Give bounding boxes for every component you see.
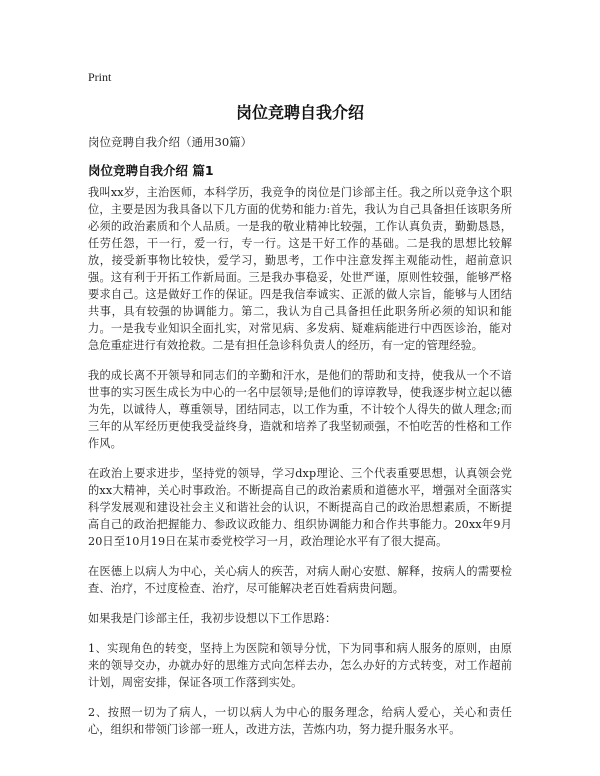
document-subtitle: 岗位竞聘自我介绍（通用30篇） — [88, 135, 253, 149]
paragraph-5: 如果我是门诊部主任，我初步设想以下工作思路： — [88, 612, 337, 625]
print-link[interactable]: Print — [88, 70, 112, 84]
paragraph-4: 在医德上以病人为中心，关心病人的疾苦，对病人耐心安慰、解释，按病人的需要检查、治疗，不过度检查、治疗，尽可能解决老百姓看病贵问题。 — [88, 565, 512, 595]
page-title: 岗位竞聘自我介绍 — [235, 103, 364, 122]
paragraph-2: 我的成长离不开领导和同志们的辛勤和汗水，是他们的帮助和支持，使我从一个不谙世事的实习医生成长为中心的一名中层领导;是他们的谆谆教导，使我逐步树立起以德为先，以诚待人，尊重领导，团结同志，以工作为重，不计较个人得失的做人理念;而三年的从军经历更使我受益终身，造就和培养了我坚韧顽强，不怕吃苦的性格和工作作风。 — [88, 369, 512, 450]
paragraph-3: 在政治上要求进步，坚持党的领导，学习dxp理论、三个代表重要思想，认真领会党的xx大精神，关心时事政治。不断提高自己的政治素质和道德水平，增强对全面落实科学发展观和建设社会主义和谐社会的认识，不断提高自己的政治思想素质，不断提高自己的政治把握能力、参政议政能力、组织协调能力和合作共事能力。20xx年9月20日至10月19日在某市委党校学习一月，政治理论水平有了很大提高。 — [88, 467, 512, 548]
paragraph-7: 2、按照一切为了病人，一切以病人为中心的服务理念，给病人爱心，关心和责任心，组织和带领门诊部一班人，改进方法，苦炼内功，努力提升服务水平。 — [88, 706, 512, 736]
article-body — [88, 184, 512, 751]
section-heading: 岗位竞聘自我介绍 篇1 — [88, 163, 214, 178]
paragraph-6: 1、实现角色的转变，坚持上为医院和领导分忧，下为同事和病人服务的原则，由原来的领导交办，办就办好的思维方式向怎样去办，怎么办好的方式转变，对工作超前计划，周密安排，保证各项工作落到实处。 — [88, 642, 512, 689]
paragraph-1: 我叫xx岁，主治医师，本科学历，我竞争的岗位是门诊部主任。我之所以竞争这个职位，主要是因为我具备以下几方面的优势和能力:首先，我认为自己具备担任该职务所必须的政治素质和个人品质。一是我的敬业精神比较强，工作认真负责，勤勤恳恳，任劳任怨，干一行，爱一行，专一行。这是干好工作的基础。二是我的思想比较解放，接受新事物比较快，爱学习，勤思考，工作中注意发挥主观能动性，超前意识强。这有利于开拓工作新局面。三是我办事稳妥，处世严谨，原则性较强，能够严格要求自己。这是做好工作的保证。四是我信奉诚实、正派的做人宗旨，能够与人团结共事，具有较强的协调能力。第二，我认为自己具备担任此职务所必须的知识和能力。一是我专业知识全面扎实，对常见病、多发病、疑难病能进行中西医诊治，能对急危重症进行有效抢救。二是有担任急诊科负责人的经历，有一定的管理经验。 — [88, 186, 512, 352]
